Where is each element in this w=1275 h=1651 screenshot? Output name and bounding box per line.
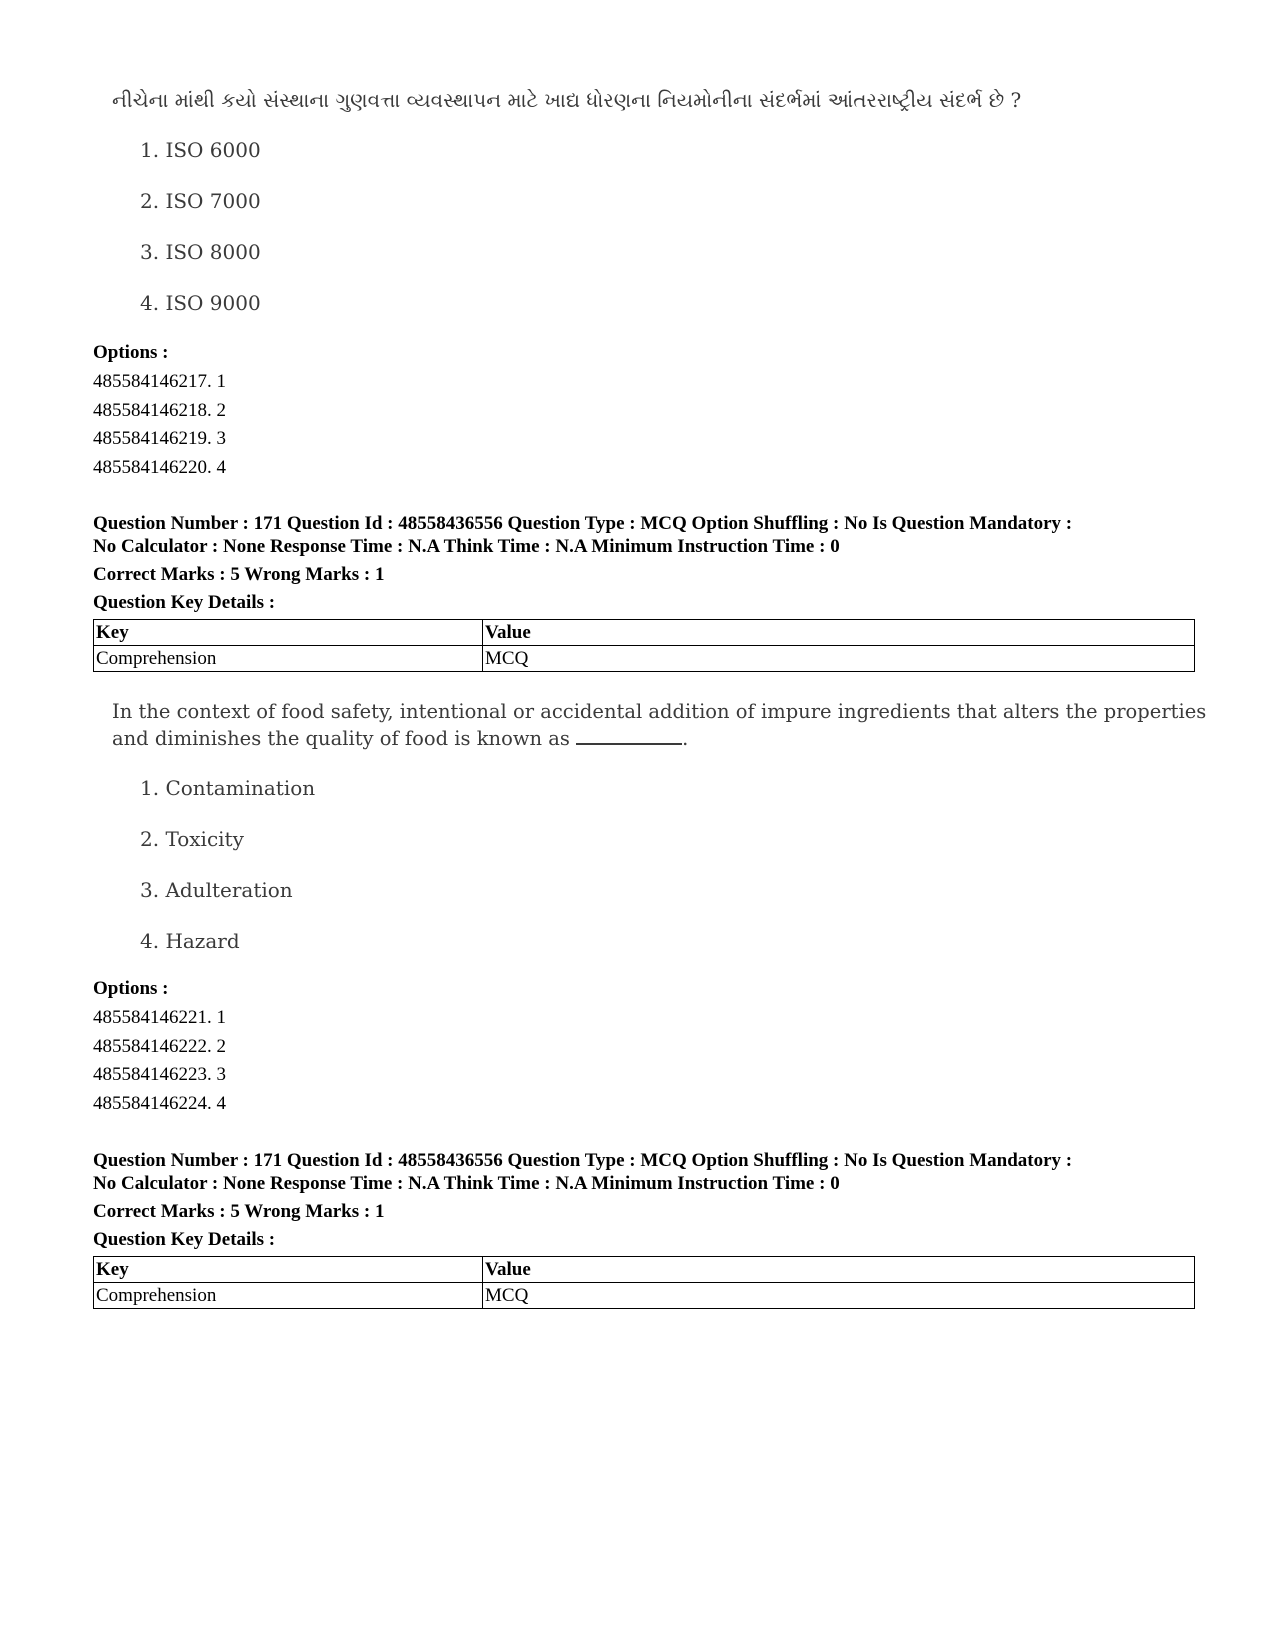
question-meta-2 xyxy=(93,1149,1072,1252)
table-cell-value: MCQ xyxy=(483,646,1195,672)
options-label: Options : xyxy=(93,342,169,363)
key-details-label: Question Key Details : xyxy=(93,1229,276,1250)
option-id-line: 485584146222. 2 xyxy=(93,1035,226,1057)
question-2-choice-2: 2. Toxicity xyxy=(140,827,244,851)
key-details-label: Question Key Details : xyxy=(93,592,276,613)
meta-line-1: Question Number : 171 Question Id : 48558436556 Question Type : MCQ Option Shuffling : No Is Question Mandatory : xyxy=(93,1150,1073,1171)
question-1-image xyxy=(112,86,1112,326)
answer-blank xyxy=(576,725,682,745)
question-2-stem-line-2 xyxy=(112,725,1112,752)
question-2-image xyxy=(112,698,1207,963)
question-2-choice-1: 1. Contamination xyxy=(140,776,316,800)
table-header-value: Value xyxy=(483,620,1195,646)
option-id-line: 485584146223. 3 xyxy=(93,1064,226,1085)
option-id-line: 485584146221. 1 xyxy=(93,1007,226,1028)
option-id-line: 485584146219. 3 xyxy=(93,428,226,449)
marks-line: Correct Marks : 5 Wrong Marks : 1 xyxy=(93,564,385,585)
options-label: Options : xyxy=(93,978,169,999)
question-2-stem xyxy=(112,698,1207,752)
question-2-choice-4: 4. Hazard xyxy=(140,929,240,953)
question-2-stem-end: . xyxy=(682,727,689,750)
question-key-table-1 xyxy=(93,619,1195,672)
table-cell-key: Comprehension xyxy=(94,646,483,672)
meta-line-2: No Calculator : None Response Time : N.A Think Time : N.A Minimum Instruction Time : 0 xyxy=(93,1173,840,1194)
option-id-line: 485584146224. 4 xyxy=(93,1092,226,1114)
question-2-stem-line-1: In the context of food safety, intentional or accidental addition of impure ingredients that alters the properties xyxy=(112,700,1207,723)
table-cell-key: Comprehension xyxy=(94,1283,483,1309)
option-id-line: 485584146217. 1 xyxy=(93,371,226,392)
question-key-table-2 xyxy=(93,1256,1195,1309)
option-id-line: 485584146220. 4 xyxy=(93,456,226,478)
table-row xyxy=(94,646,1195,672)
question-2-choice-3: 3. Adulteration xyxy=(140,878,293,902)
question-2-stem-line-2-text: and diminishes the quality of food is known as xyxy=(112,727,570,750)
meta-line-2: No Calculator : None Response Time : N.A Think Time : N.A Minimum Instruction Time : 0 xyxy=(93,536,840,557)
question-2-options xyxy=(93,977,226,1118)
question-1-stem: નીચેના માંથી કયો સંસ્થાના ગુણવત્તા વ્યવસ્થાપન માટે ખાદ્ય ધોરણના નિયમોનીના સંદર્ભમાં આંતરરાષ્ટ્રીય સંદર્ભ છે ? xyxy=(112,88,1022,112)
table-row xyxy=(94,1283,1195,1309)
marks-line: Correct Marks : 5 Wrong Marks : 1 xyxy=(93,1201,385,1222)
question-1-choice-2: 2. ISO 7000 xyxy=(140,189,261,213)
table-cell-value: MCQ xyxy=(483,1283,1195,1309)
question-meta-1 xyxy=(93,512,1072,615)
question-1-choice-1: 1. ISO 6000 xyxy=(140,138,261,162)
table-header-key: Key xyxy=(94,1257,483,1283)
table-header-value: Value xyxy=(483,1257,1195,1283)
question-1-choice-4: 4. ISO 9000 xyxy=(140,291,261,315)
question-1-options xyxy=(93,341,226,482)
option-id-line: 485584146218. 2 xyxy=(93,399,226,421)
question-1-choice-3: 3. ISO 8000 xyxy=(140,240,261,264)
meta-line-1: Question Number : 171 Question Id : 48558436556 Question Type : MCQ Option Shuffling : No Is Question Mandatory : xyxy=(93,513,1073,534)
table-header-key: Key xyxy=(94,620,483,646)
